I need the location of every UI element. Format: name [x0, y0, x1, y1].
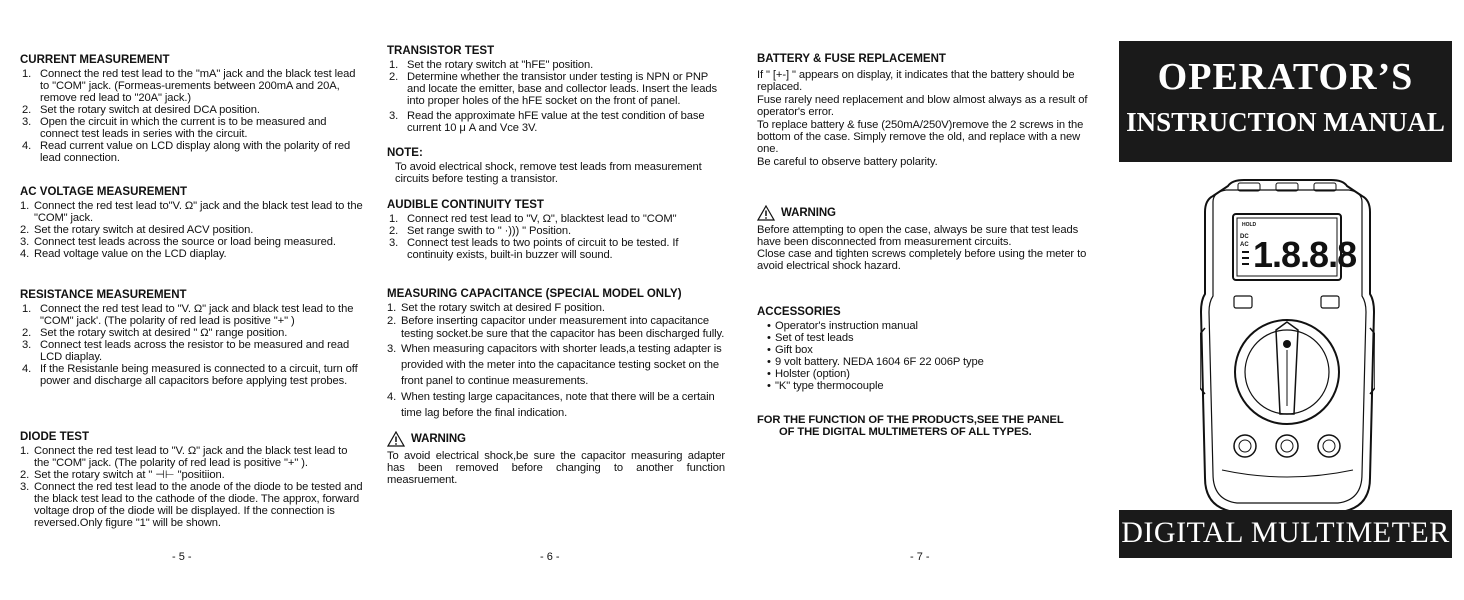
footer-note-line: FOR THE FUNCTION OF THE PRODUCTS,SEE THE PANEL	[757, 414, 1064, 426]
current-measurement-section	[20, 54, 365, 164]
jack-left	[1234, 435, 1256, 457]
cover-title-digital-multimeter: DIGITAL MULTIMETER	[1121, 516, 1450, 549]
list-item: 1. Connect the red test lead to "V. Ω" jack and the black test lead to the "COM" jack. (The polarity of red lead is positive "+" ).	[20, 445, 348, 469]
polarity-line: Be careful to observe battery polarity.	[757, 156, 938, 168]
list-item: • Gift box	[767, 344, 1095, 356]
list-item: 3. Read the approximate hFE value at the test condition of base current 10 μ A and Vce 3V.	[389, 110, 705, 134]
list-item: 1. Connect red test lead to "V, Ω", blacktest lead to "COM"	[389, 213, 677, 225]
diode-test-section	[20, 431, 365, 529]
list-item: 4. Read voltage value on the LCD diaplay.	[20, 248, 227, 260]
list-item: 3. Connect the red test lead to the anode of the diode to be tested and the black test lead to the cathode of the diode. The approx, forward voltage drop of the diode will be displayed. If the connection is reversed.Only figure "1" will be shown.	[20, 481, 363, 529]
acv-steps	[20, 200, 365, 260]
cover-title-instruction-manual: INSTRUCTION MANUAL	[1126, 107, 1445, 137]
list-item: • 9 volt battery. NEDA 1604 6F 22 006P type	[767, 356, 1095, 368]
jack-right	[1318, 435, 1340, 457]
transistor-steps	[387, 59, 725, 134]
lcd-hold-label: HOLD	[1242, 222, 1257, 228]
list-item: 3. Connect test leads to two points of circuit to be tested. If continuity exists, built-in buzzer will sound.	[389, 237, 679, 261]
multimeter-illustration	[1200, 178, 1375, 516]
warning-text: Before attempting to open the case, always be sure that test leads have been disconnected from measurement circuits.	[757, 224, 1079, 248]
list-item: 2. Determine whether the transistor under testing is NPN or PNP and locate the emitter, base and collector leads. Insert the leads into proper holes of the hFE socket on the front of panel.	[389, 71, 717, 107]
capacitance-steps	[387, 302, 725, 421]
left-function-button	[1234, 296, 1252, 308]
section-title: CURRENT MEASUREMENT	[20, 54, 170, 66]
diode-steps	[20, 445, 365, 529]
list-item: 4. Read current value on LCD display along with the polarity of red lead connection.	[22, 140, 351, 164]
cover-title-operators: OPERATOR’S	[1157, 56, 1414, 98]
list-item: • Set of test leads	[767, 332, 1095, 344]
right-function-button	[1321, 296, 1339, 308]
list-item: 2. Set the rotary switch at desired ACV position.	[20, 224, 254, 236]
section-title: DIODE TEST	[20, 431, 90, 443]
ac-voltage-section	[20, 186, 365, 260]
section-title: ACCESSORIES	[757, 306, 841, 318]
list-item: 3. When measuring capacitors with shorter leads,a testing adapter is provided with the meter into the capacitance testing socket on the front panel to continue measurements.	[387, 343, 722, 387]
accessories-list	[757, 320, 1095, 392]
fuse-line: Fuse rarely need replacement and blow almost always as a result of operator's error.	[757, 94, 1088, 118]
resistance-steps	[20, 303, 365, 387]
list-item: 2. Set the rotary switch at desired DCA position.	[22, 104, 260, 116]
cover-title-banner	[1119, 41, 1452, 162]
section-title: BATTERY & FUSE REPLACEMENT	[757, 53, 946, 65]
page-number: - 7 -	[910, 551, 930, 563]
warning-triangle-icon	[757, 205, 775, 221]
lcd-dc-label: DC	[1240, 234, 1249, 240]
footer-note-line: OF THE DIGITAL MULTIMETERS OF ALL TYPES.	[779, 426, 1032, 438]
list-item: 2. Before inserting capacitor under measurement into capacitance testing socket.be sure that the capacitor has been discharged fully.	[387, 315, 725, 340]
jack-center	[1276, 435, 1298, 457]
battery-fuse-section	[757, 53, 1095, 168]
cover-bottom-banner	[1119, 510, 1452, 558]
warning-text: Close case and tighten screws completely before using the meter to avoid electrical shock hazard.	[757, 248, 1087, 272]
case-warning-section	[757, 205, 1095, 272]
list-item: 2. Set range swith to " ·))) " Position.	[389, 225, 572, 237]
lcd-digits: 1.8.8.8	[1253, 234, 1357, 275]
capacitance-warning-section	[387, 431, 725, 486]
section-title: NOTE:	[387, 147, 423, 159]
list-item: 1. Connect the red test lead to"V. Ω" jack and the black test lead to the "COM" jack.	[20, 200, 363, 224]
section-title: RESISTANCE MEASUREMENT	[20, 289, 187, 301]
list-item: 4. When testing large capacitances, note that there will be a certain time lag before the final indication.	[387, 391, 715, 419]
warning-triangle-icon	[387, 431, 405, 447]
section-title: TRANSISTOR TEST	[387, 45, 495, 57]
list-item: 3. Connect test leads across the source or load being measured.	[20, 236, 336, 248]
accessories-section	[757, 306, 1095, 392]
section-title: AC VOLTAGE MEASUREMENT	[20, 186, 187, 198]
replace-line: To replace battery & fuse (250mA/250V)remove the 2 screws in the bottom of the case. Simply remove the old, and replace with a new one.	[757, 119, 1084, 155]
current-steps	[20, 68, 365, 164]
list-item: 3. Open the circuit in which the current is to be measured and connect test leads in series with the circuit.	[22, 116, 327, 140]
list-item: • Holster (option)	[767, 368, 1095, 380]
list-item: 1. Connect the red test lead to the "mA" jack and the black test lead to "COM" jack. (Formeas-urements between 200mA and 20A, remove red lead to "20A" jack.)	[22, 68, 356, 104]
list-item: 1. Connect the red test lead to "V. Ω" jack and black test lead to the "COM" jack'. (The polarity of red lead is positive "+" )	[22, 303, 354, 327]
note-section	[387, 147, 725, 185]
resistance-section	[20, 289, 365, 387]
capacitance-section	[387, 288, 725, 421]
list-item: • Operator's instruction manual	[767, 320, 1095, 332]
transistor-section	[387, 45, 725, 134]
list-item: 3. Connect test leads across the resistor to be measured and read LCD diaplay.	[22, 339, 350, 363]
continuity-section	[387, 199, 725, 261]
list-item: 1. Set the rotary switch at desired F position.	[387, 302, 605, 314]
footer-note	[757, 414, 1095, 438]
lcd-ac-label: AC	[1240, 242, 1249, 248]
battery-line: If " [+-] " appears on display, it indicates that the battery should be replaced.	[757, 69, 1075, 93]
page-number: - 5 -	[172, 551, 192, 563]
list-item: 1. Set the rotary switch at "hFE" position.	[389, 59, 594, 71]
warning-heading: WARNING	[387, 431, 725, 447]
continuity-steps	[387, 213, 725, 261]
warning-heading: WARNING	[757, 205, 1095, 221]
list-item: 2. Set the rotary switch at " ⊣⊢ "positiion.	[20, 469, 225, 481]
list-item: 4. If the Resistanle being measured is connected to a circuit, turn off power and discharge all capacitors before applying test probes.	[22, 363, 358, 387]
section-title: AUDIBLE CONTINUITY TEST	[387, 199, 544, 211]
warning-text: To avoid electrical shock,be sure the capacitor measuring adapter has been removed before changing to another function measruement.	[387, 450, 725, 486]
list-item: 2. Set the rotary switch at desired " Ω" range position.	[22, 327, 288, 339]
page-number: - 6 -	[540, 551, 560, 563]
section-title: MEASURING CAPACITANCE (SPECIAL MODEL ONLY)	[387, 288, 682, 300]
note-text: To avoid electrical shock, remove test leads from measurement circuits before testing a transistor.	[395, 161, 702, 185]
list-item: • "K" type thermocouple	[767, 380, 1095, 392]
